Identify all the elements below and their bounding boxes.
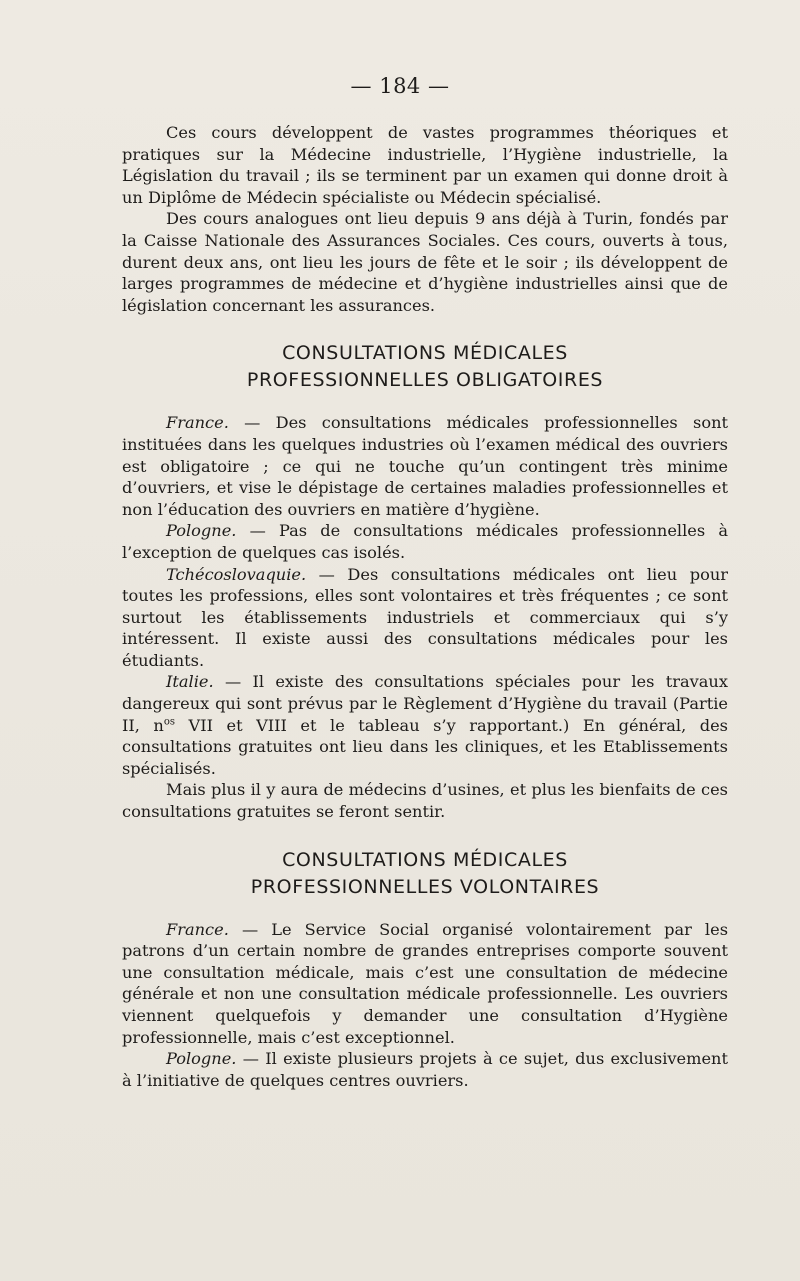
paragraph-pologne-obligatoires	[122, 520, 728, 563]
country-label: Tchécoslovaquie.	[166, 564, 307, 584]
section-heading-volontaires	[122, 847, 728, 901]
paragraph-text: — Des consultations médicales professionnelles sont instituées dans les quelques industries où l’examen médical des ouvriers est obligatoire ; ce qui ne touche qu’un contingent très minime d’ouvriers, et vise le dépistage de certaines maladies professionnelles et non l’éducation des ouvriers en matière d’hygiène.	[122, 413, 728, 519]
page-number: — 184 —	[350, 74, 450, 98]
paragraph-text: — Pas de consultations médicales professionnelles à l’exception de quelques cas isolés.	[122, 521, 728, 562]
paragraph-italie	[122, 671, 728, 779]
section-heading-obligatoires	[122, 340, 728, 394]
country-label: France.	[166, 413, 229, 433]
paragraph-text: — Le Service Social organisé volontairement par les patrons d’un certain nombre de grandes entreprises comporte souvent une consultation médicale, mais c’est une consultation de médecine générale et non une consultation médicale professionnelle. Les ouvriers viennent quelquefois y demander une consultation d’Hygiène professionnelle, mais c’est exceptionnel.	[122, 919, 728, 1047]
paragraph-text: VII et VIII et le tableau s’y rapportant.) En général, des consultations gratuites ont lieu dans les cliniques, et les Etablissements spécialisés.	[122, 715, 728, 778]
country-label: Italie.	[166, 672, 214, 692]
paragraph-tchecoslovaquie	[122, 564, 728, 672]
country-label: France.	[166, 919, 229, 939]
section-heading-line: CONSULTATIONS MÉDICALES	[282, 342, 568, 365]
section-heading-line: CONSULTATIONS MÉDICALES	[282, 848, 568, 871]
paragraph-france-volontaires	[122, 919, 728, 1049]
section-heading-line: PROFESSIONNELLES OBLIGATOIRES	[246, 369, 604, 392]
section-heading-line: PROFESSIONNELLES VOLONTAIRES	[250, 875, 600, 898]
intro-paragraph-2: Des cours analogues ont lieu depuis 9 ans déjà à Turin, fondés par la Caisse Nationale des Assurances Sociales. Ces cours, ouverts à tous, durent deux ans, ont lieu les jours de fête et le soir ; ils développent de larges programmes de médecine et d’hygiène industrielles ainsi que de législation concernant les assurances.	[122, 209, 728, 315]
paragraph-mais: Mais plus il y aura de médecins d’usines, et plus les bienfaits de ces consultations gratuites se feront sentir.	[122, 780, 728, 822]
paragraph-text: — Il existe des consultations spéciales pour les travaux dangereux qui sont prévus par le Règlement d’Hygiène du travail (Partie II, n	[122, 672, 728, 735]
paragraph-france-obligatoires	[122, 412, 728, 520]
country-label: Pologne.	[166, 1049, 237, 1069]
paragraph-text: — Des consultations médicales ont lieu pour toutes les professions, elles sont volontaires et très fréquentes ; ce sont surtout les établissements industriels et commerciaux qui s’y intéressent. Il existe aussi des consultations médicales pour les étudiants.	[122, 564, 728, 670]
country-label: Pologne.	[166, 521, 237, 541]
paragraph-text: — Il existe plusieurs projets à ce sujet, dus exclusivement à l’initiative de quelques centres ouvriers.	[122, 1049, 728, 1090]
paragraph-pologne-volontaires	[122, 1048, 728, 1091]
text-column	[122, 122, 728, 1091]
superscript: os	[163, 716, 176, 728]
intro-paragraph-1: Ces cours développent de vastes programmes théoriques et pratiques sur la Médecine industrielle, l’Hygiène industrielle, la Législation du travail ; ils se terminent par un examen qui donne droit à un Diplôme de Médecin spécialiste ou Médecin spécialisé.	[122, 123, 728, 207]
